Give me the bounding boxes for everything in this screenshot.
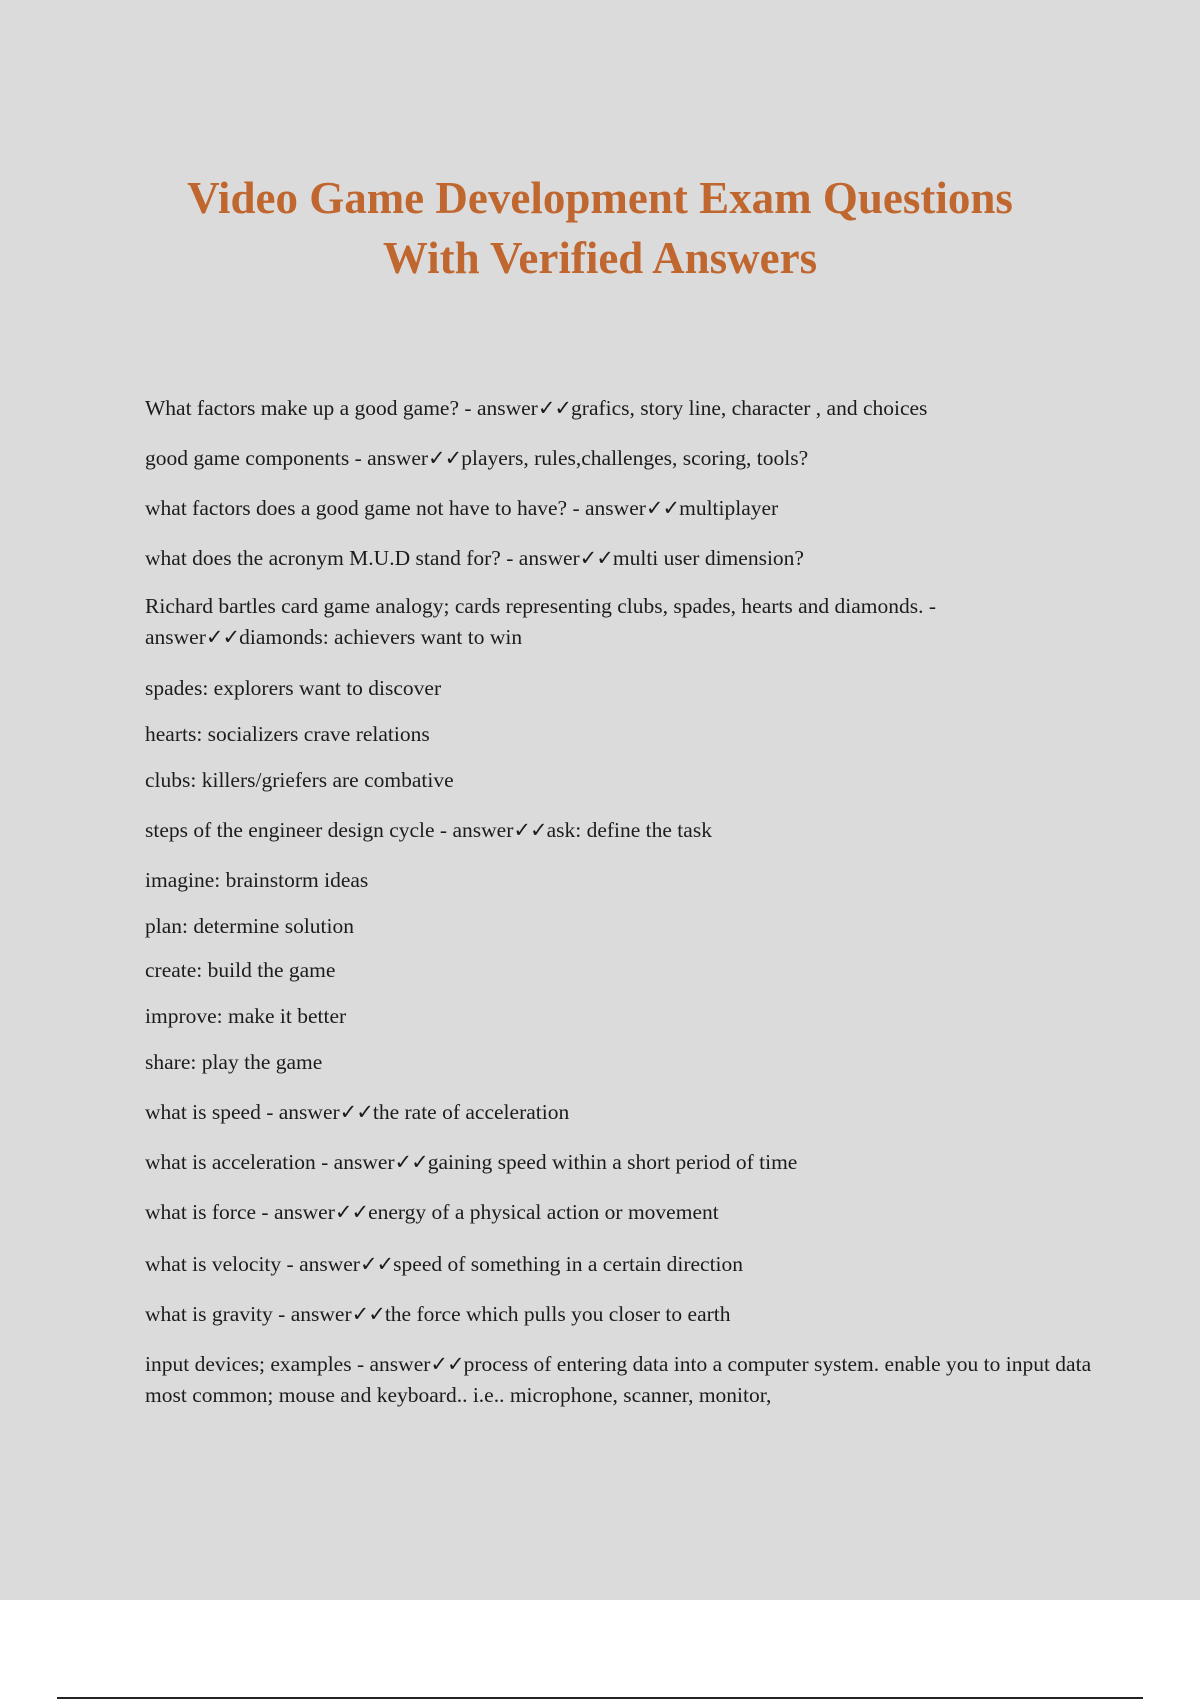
qa-entry (145, 1197, 1095, 1228)
qa-entry (145, 765, 1095, 796)
answer-label: answer (518, 546, 580, 570)
question-text: steps of the engineer design cycle (145, 818, 435, 842)
qa-entry (145, 865, 1095, 896)
entry-text: share: play the game (145, 1050, 323, 1074)
answer-text: energy of a physical action or movement (368, 1200, 719, 1224)
answer-separator: - (315, 1150, 334, 1174)
qa-entry (145, 493, 1095, 524)
footer-rule (57, 1697, 1143, 1699)
qa-entry (145, 591, 1095, 653)
answer-text: diamonds: achievers want to win (239, 625, 523, 649)
qa-entry (145, 955, 1095, 986)
answer-label: answer (333, 1150, 395, 1174)
answer-separator: - (260, 1100, 279, 1124)
answer-separator: - (256, 1200, 274, 1224)
answer-label: answer (585, 496, 646, 520)
qa-entry (145, 1349, 1095, 1411)
answer-separator: - (349, 446, 368, 470)
qa-entry (145, 543, 1095, 574)
answer-text: process of entering data into a computer system. enable you to input data most common; mouse and keyboard.. i.e.. microphone, scanner, monitor, (145, 1352, 1092, 1407)
double-check-icon: ✓✓ (430, 1352, 464, 1376)
title-line-1: Video Game Development Exam Questions (187, 173, 1013, 223)
question-text: what is speed (145, 1100, 261, 1124)
qa-entry (145, 1047, 1095, 1078)
qa-entry (145, 393, 1095, 424)
qa-entry (145, 1001, 1095, 1032)
double-check-icon: ✓✓ (359, 1252, 394, 1276)
double-check-icon: ✓✓ (351, 1302, 385, 1326)
entry-text: plan: determine solution (145, 914, 354, 938)
answer-label: answer (145, 625, 206, 649)
answer-label: answer (476, 396, 538, 420)
qa-entry (145, 1097, 1095, 1128)
answer-separator: - (459, 396, 477, 420)
question-text: What factors make up a good game? (145, 396, 460, 420)
qa-entry (145, 673, 1095, 704)
double-check-icon: ✓✓ (205, 625, 240, 649)
entry-text: improve: make it better (145, 1004, 347, 1028)
document-title (100, 168, 1100, 288)
entry-text: create: build the game (145, 958, 336, 982)
double-check-icon: ✓✓ (513, 818, 547, 842)
answer-label: answer (273, 1200, 335, 1224)
answer-label: answer (290, 1302, 352, 1326)
answer-text: grafics, story line, character , and choices (571, 396, 928, 420)
answer-separator: - (500, 546, 519, 570)
entry-text: imagine: brainstorm ideas (145, 868, 369, 892)
question-text: what is force (145, 1200, 257, 1224)
double-check-icon: ✓✓ (645, 496, 680, 520)
question-text: what does the acronym M.U.D stand for? (145, 546, 501, 570)
answer-label: answer (367, 446, 429, 470)
qa-entry (145, 815, 1095, 846)
qa-entry (145, 443, 1095, 474)
answer-label: answer (369, 1352, 431, 1376)
double-check-icon: ✓✓ (339, 1100, 373, 1124)
answer-label: answer (452, 818, 514, 842)
double-check-icon: ✓✓ (579, 546, 613, 570)
answer-separator: - (351, 1352, 370, 1376)
qa-entry (145, 719, 1095, 750)
answer-separator: - (923, 594, 937, 618)
answer-text: the rate of acceleration (372, 1100, 570, 1124)
double-check-icon: ✓✓ (428, 446, 462, 470)
answer-text: ask: define the task (546, 818, 712, 842)
answer-text: players, rules,challenges, scoring, tools? (461, 446, 809, 470)
double-check-icon: ✓✓ (334, 1200, 369, 1224)
question-text: what factors does a good game not have to have? (145, 496, 568, 520)
answer-label: answer (299, 1252, 360, 1276)
qa-entry (145, 1299, 1095, 1330)
double-check-icon: ✓✓ (394, 1150, 428, 1174)
qa-entry (145, 1249, 1095, 1280)
entry-text: spades: explorers want to discover (145, 676, 442, 700)
answer-separator: - (272, 1302, 291, 1326)
qa-entry (145, 911, 1095, 942)
answer-text: multiplayer (679, 496, 779, 520)
question-text: input devices; examples (145, 1352, 352, 1376)
answer-label: answer (278, 1100, 340, 1124)
answer-separator: - (434, 818, 453, 842)
answer-text: speed of something in a certain direction (393, 1252, 744, 1276)
question-text: what is velocity (145, 1252, 282, 1276)
question-text: what is gravity (145, 1302, 273, 1326)
answer-text: the force which pulls you closer to earth (384, 1302, 731, 1326)
title-line-2: With Verified Answers (382, 233, 818, 283)
answer-text: multi user dimension? (612, 546, 804, 570)
qa-entry (145, 1147, 1095, 1178)
question-text: what is acceleration (145, 1150, 316, 1174)
question-text: good game components (145, 446, 350, 470)
answer-separator: - (281, 1252, 300, 1276)
double-check-icon: ✓✓ (537, 396, 572, 420)
answer-text: gaining speed within a short period of time (427, 1150, 798, 1174)
entry-text: hearts: socializers crave relations (145, 722, 430, 746)
answer-separator: - (567, 496, 586, 520)
entry-text: clubs: killers/griefers are combative (145, 768, 454, 792)
question-text: Richard bartles card game analogy; cards representing clubs, spades, hearts and diamonds. (145, 594, 924, 618)
